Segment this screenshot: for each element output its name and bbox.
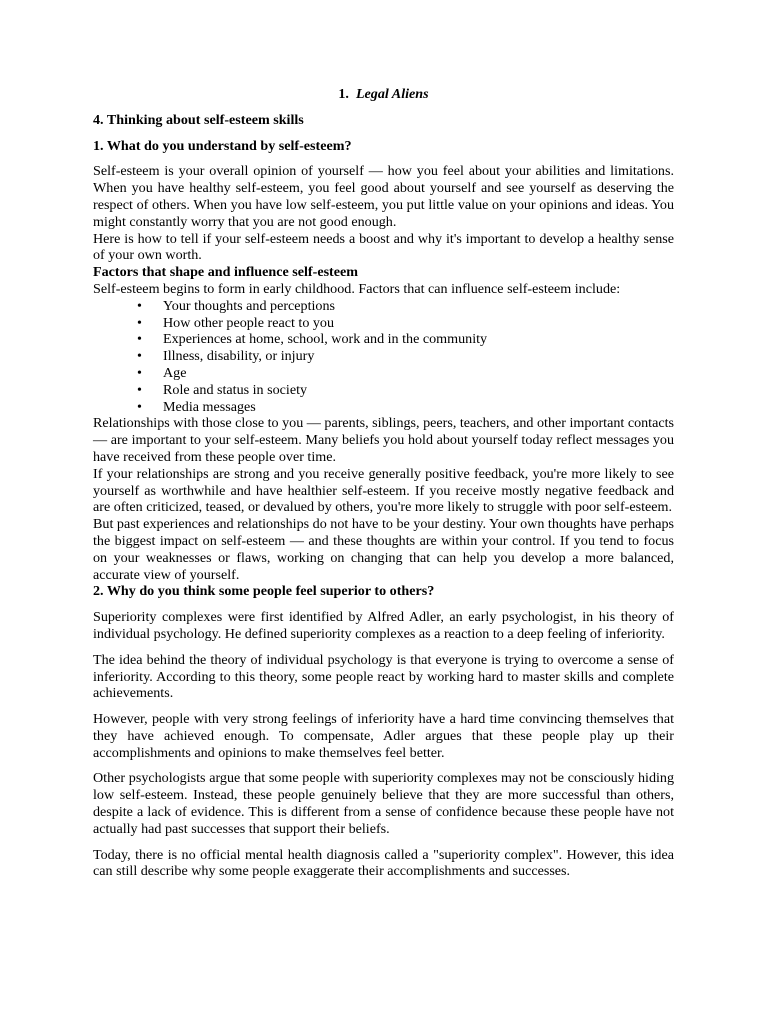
title-text: Legal Aliens [355,86,429,102]
section-heading: 4. Thinking about self-esteem skills [93,111,304,128]
factors-list [93,298,674,416]
document-page [93,86,674,880]
q1-paragraph-2: Here is how to tell if your self-esteem needs a boost and why it's important to develop a healthy sense of your own worth. [93,230,674,264]
document-title [93,86,674,103]
list-item: • Your thoughts and perceptions [163,298,674,315]
q2-paragraph-5: Today, there is no official mental health diagnosis called a "superiority complex". However, this idea can still describe why some people exaggerate their accomplishments and successes. [93,846,674,880]
q2-paragraph-1: Superiority complexes were first identified by Alfred Adler, an early psychologist, in his theory of individual psychology. He defined superiority complexes as a reaction to a deep feeling of inferiority. [93,609,674,642]
list-item: • Role and status in society [163,382,674,399]
question-2-heading: 2. Why do you think some people feel superior to others? [93,583,435,600]
q1-paragraph-1: Self-esteem is your overall opinion of yourself — how you feel about your abilities and limitations. When you have healthy self-esteem, you feel good about yourself and see yourself as deserving the respect of others. When you have low self-esteem, you put little value on your opinions and ideas. You might constantly worry that you are not good enough. [93,163,674,230]
q1-paragraph-6: But past experiences and relationships do not have to be your destiny. Your own thoughts have perhaps the biggest impact on self-esteem — and these thoughts are within your control. If you tend to focus on your weaknesses or flaws, working on changing that can help you develop a more balanced, accurate view of yourself. [93,516,674,583]
list-item: • Experiences at home, school, work and in the community [163,331,674,348]
q1-paragraph-4: Relationships with those close to you — parents, siblings, peers, teachers, and other important contacts — are important to your self-esteem. Many beliefs you hold about yourself today reflect messages you have received from these people over time. [93,415,674,465]
q1-paragraph-3: Self-esteem begins to form in early childhood. Factors that can influence self-esteem include: [93,280,621,297]
list-item: • Illness, disability, or injury [163,348,674,365]
q2-paragraph-2: The idea behind the theory of individual psychology is that everyone is trying to overcome a sense of inferiority. According to this theory, some people react by working hard to master skills and complete achievements. [93,651,674,702]
list-item: • Media messages [163,399,674,416]
q1-paragraph-5: If your relationships are strong and you receive generally positive feedback, you're more likely to see yourself as worthwhile and have healthier self-esteem. If you receive mostly negative feedback and are often criticized, teased, or devalued by others, you're more likely to struggle with poor self-esteem. [93,465,674,516]
title-number: 1. [338,86,349,102]
q2-paragraph-3: However, people with very strong feelings of inferiority have a hard time convincing themselves that they have achieved enough. To compensate, Adler argues that these people play up their accomplishments and opinions to make themselves feel better. [93,711,674,761]
list-item: • Age [163,365,674,382]
factors-subheading: Factors that shape and influence self-esteem [93,264,359,281]
list-item: • How other people react to you [163,315,674,332]
q2-paragraph-4: Other psychologists argue that some people with superiority complexes may not be consciously hiding low self-esteem. Instead, these people genuinely believe that they are more successful than others, despite a lack of evidence. This is different from a sense of confidence because these people have not actually had past successes that support their beliefs. [93,770,674,837]
question-1-heading: 1. What do you understand by self-esteem? [93,137,352,154]
